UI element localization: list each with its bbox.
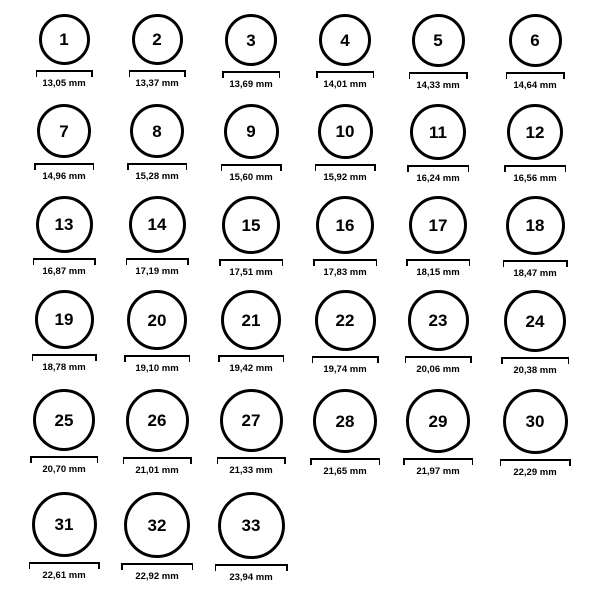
measure-line <box>219 259 283 261</box>
ring-size-item <box>489 104 581 184</box>
ring-diameter-label: 22,29 mm <box>513 467 557 478</box>
measure-line <box>501 357 569 359</box>
diameter-measure-bar <box>217 457 286 464</box>
measure-line <box>315 164 376 166</box>
measure-line <box>313 259 377 261</box>
ring-size-item <box>18 14 110 89</box>
ring-circle <box>507 104 563 160</box>
ring-size-label: 32 <box>147 515 167 535</box>
measure-line <box>126 258 189 260</box>
ring-size-label: 11 <box>429 122 447 142</box>
ring-size-label: 29 <box>428 411 448 431</box>
ring-size-item <box>299 389 391 477</box>
diameter-measure-bar <box>312 356 379 363</box>
ring-size-label: 21 <box>241 310 261 330</box>
ring-size-item <box>392 196 484 278</box>
ring-size-item <box>111 196 203 277</box>
ring-size-label: 15 <box>241 215 261 235</box>
ring-circle <box>35 290 94 349</box>
diameter-measure-bar <box>126 258 189 265</box>
ring-diameter-label: 14,01 mm <box>323 79 367 90</box>
ring-size-label: 25 <box>54 410 74 430</box>
ring-diameter-label: 21,33 mm <box>229 465 273 476</box>
diameter-measure-bar <box>409 72 468 79</box>
ring-diameter-label: 21,97 mm <box>416 466 460 477</box>
ring-size-item <box>111 14 203 89</box>
ring-size-label: 12 <box>525 122 545 142</box>
measure-line <box>129 70 186 72</box>
ring-diameter-label: 17,19 mm <box>135 266 179 277</box>
measure-line <box>503 260 568 262</box>
ring-circle <box>39 14 90 65</box>
ring-diameter-label: 15,60 mm <box>229 172 273 183</box>
measure-line <box>405 356 472 358</box>
ring-size-item <box>205 14 297 90</box>
ring-size-item <box>111 492 203 582</box>
ring-diameter-label: 17,51 mm <box>229 267 273 278</box>
ring-size-item <box>299 290 391 375</box>
ring-size-item <box>18 290 110 373</box>
ring-size-label: 23 <box>428 311 448 330</box>
ring-size-item <box>489 290 581 376</box>
measure-line <box>310 458 380 460</box>
ring-size-item <box>392 104 484 184</box>
ring-size-label: 22 <box>335 311 355 330</box>
diameter-measure-bar <box>219 259 283 266</box>
ring-diameter-label: 15,92 mm <box>323 172 367 183</box>
ring-size-label: 18 <box>525 216 545 235</box>
measure-line <box>222 71 280 73</box>
measure-line <box>121 563 193 565</box>
ring-circle <box>224 104 279 159</box>
ring-diameter-label: 20,70 mm <box>42 464 86 475</box>
ring-circle <box>220 389 283 452</box>
ring-size-label: 4 <box>340 30 350 50</box>
ring-circle <box>315 290 376 351</box>
ring-diameter-label: 14,96 mm <box>42 171 86 182</box>
ring-size-item <box>489 14 581 91</box>
ring-circle <box>313 389 377 453</box>
ring-size-item <box>18 389 110 475</box>
diameter-measure-bar <box>121 563 193 570</box>
ring-size-label: 27 <box>241 411 261 430</box>
ring-size-label: 2 <box>152 30 162 49</box>
measure-line <box>34 163 94 165</box>
measure-line <box>123 457 192 459</box>
ring-size-label: 26 <box>147 411 167 430</box>
ring-size-item <box>489 196 581 279</box>
ring-size-item <box>299 196 391 278</box>
measure-line <box>406 259 470 261</box>
measure-line <box>504 165 566 167</box>
measure-line <box>316 71 374 73</box>
ring-circle <box>503 389 568 454</box>
diameter-measure-bar <box>504 165 566 172</box>
measure-line <box>32 354 97 356</box>
measure-line <box>312 356 379 358</box>
diameter-measure-bar <box>127 163 187 170</box>
ring-size-label: 6 <box>530 31 540 50</box>
ring-diameter-label: 15,28 mm <box>135 171 179 182</box>
ring-size-item <box>392 290 484 375</box>
measure-line <box>29 562 100 564</box>
ring-circle <box>509 14 562 67</box>
ring-size-item <box>392 389 484 477</box>
diameter-measure-bar <box>33 258 96 265</box>
diameter-measure-bar <box>403 458 473 465</box>
ring-circle <box>506 196 565 255</box>
diameter-measure-bar <box>30 456 98 463</box>
ring-diameter-label: 22,92 mm <box>135 571 179 582</box>
diameter-measure-bar <box>316 71 374 78</box>
ring-diameter-label: 13,69 mm <box>229 79 273 90</box>
ring-circle <box>319 14 371 66</box>
measure-line <box>506 72 565 74</box>
diameter-measure-bar <box>405 356 472 363</box>
ring-size-label: 31 <box>54 515 74 534</box>
ring-circle <box>127 290 187 350</box>
measure-line <box>218 355 284 357</box>
ring-circle <box>409 196 467 254</box>
ring-size-label: 33 <box>241 516 261 535</box>
ring-size-label: 7 <box>59 121 69 141</box>
ring-size-item <box>18 104 110 182</box>
ring-diameter-label: 21,65 mm <box>323 466 367 477</box>
diameter-measure-bar <box>29 562 100 569</box>
measure-line <box>409 72 468 74</box>
ring-size-item <box>205 389 297 476</box>
ring-diameter-label: 22,61 mm <box>42 570 86 581</box>
diameter-measure-bar <box>129 70 186 77</box>
ring-size-label: 17 <box>428 215 448 235</box>
ring-size-label: 19 <box>54 310 74 329</box>
ring-size-item <box>111 290 203 374</box>
ring-diameter-label: 13,37 mm <box>135 78 179 89</box>
measure-line <box>403 458 473 460</box>
measure-line <box>221 164 282 166</box>
ring-size-item <box>205 196 297 278</box>
ring-circle <box>130 104 184 158</box>
ring-size-label: 1 <box>59 30 69 49</box>
ring-size-item <box>392 14 484 91</box>
ring-size-label: 20 <box>147 310 167 330</box>
diameter-measure-bar <box>218 355 284 362</box>
ring-circle <box>124 492 190 558</box>
diameter-measure-bar <box>215 564 288 571</box>
ring-circle <box>218 492 285 559</box>
ring-diameter-label: 16,87 mm <box>42 266 86 277</box>
ring-circle <box>32 492 97 557</box>
measure-line <box>36 70 93 72</box>
ring-diameter-label: 14,64 mm <box>513 80 557 91</box>
ring-size-item <box>299 14 391 90</box>
ring-circle <box>504 290 566 352</box>
ring-diameter-label: 23,94 mm <box>229 572 273 583</box>
ring-diameter-label: 16,24 mm <box>416 173 460 184</box>
ring-size-label: 24 <box>525 311 545 331</box>
ring-size-label: 16 <box>335 215 355 235</box>
ring-diameter-label: 19,10 mm <box>135 363 179 374</box>
ring-diameter-label: 21,01 mm <box>135 465 179 476</box>
diameter-measure-bar <box>501 357 569 364</box>
ring-size-item <box>299 104 391 183</box>
ring-size-item <box>18 492 110 581</box>
ring-diameter-label: 18,47 mm <box>513 268 557 279</box>
diameter-measure-bar <box>124 355 190 362</box>
ring-size-item <box>111 104 203 182</box>
ring-size-label: 10 <box>335 122 355 141</box>
measure-line <box>407 165 469 167</box>
ring-circle <box>410 104 466 160</box>
measure-line <box>217 457 286 459</box>
diameter-measure-bar <box>34 163 94 170</box>
ring-diameter-label: 19,74 mm <box>323 364 367 375</box>
ring-circle <box>129 196 186 253</box>
ring-size-label: 9 <box>246 122 256 141</box>
diameter-measure-bar <box>506 72 565 79</box>
ring-size-label: 30 <box>525 412 545 431</box>
ring-size-label: 8 <box>152 121 162 141</box>
ring-circle <box>316 196 374 254</box>
ring-circle <box>225 14 277 66</box>
ring-diameter-label: 17,83 mm <box>323 267 367 278</box>
ring-circle <box>37 104 91 158</box>
ring-size-item <box>111 389 203 476</box>
ring-circle <box>36 196 93 253</box>
ring-diameter-label: 19,42 mm <box>229 363 273 374</box>
diameter-measure-bar <box>123 457 192 464</box>
ring-size-item <box>205 492 297 583</box>
ring-circle <box>408 290 469 351</box>
ring-size-item <box>205 104 297 183</box>
diameter-measure-bar <box>406 259 470 266</box>
ring-circle <box>33 389 95 451</box>
diameter-measure-bar <box>222 71 280 78</box>
diameter-measure-bar <box>407 165 469 172</box>
measure-line <box>215 564 288 566</box>
ring-size-item <box>18 196 110 277</box>
ring-diameter-label: 18,15 mm <box>416 267 460 278</box>
ring-size-label: 13 <box>54 215 74 234</box>
diameter-measure-bar <box>310 458 380 465</box>
ring-diameter-label: 20,38 mm <box>513 365 557 376</box>
diameter-measure-bar <box>221 164 282 171</box>
ring-size-item <box>489 389 581 478</box>
measure-line <box>500 459 571 461</box>
ring-size-label: 28 <box>335 411 355 431</box>
ring-circle <box>221 290 281 350</box>
ring-size-label: 14 <box>147 215 167 234</box>
diameter-measure-bar <box>315 164 376 171</box>
ring-circle <box>406 389 470 453</box>
measure-line <box>127 163 187 165</box>
ring-circle <box>318 104 373 159</box>
measure-line <box>33 258 96 260</box>
ring-diameter-label: 16,56 mm <box>513 173 557 184</box>
ring-diameter-label: 20,06 mm <box>416 364 460 375</box>
diameter-measure-bar <box>503 260 568 267</box>
ring-diameter-label: 18,78 mm <box>42 362 86 373</box>
ring-circle <box>132 14 183 65</box>
ring-circle <box>126 389 189 452</box>
ring-size-label: 3 <box>246 30 256 50</box>
measure-line <box>124 355 190 357</box>
ring-size-label: 5 <box>433 31 443 50</box>
diameter-measure-bar <box>36 70 93 77</box>
measure-line <box>30 456 98 458</box>
ring-size-item <box>205 290 297 374</box>
ring-diameter-label: 13,05 mm <box>42 78 86 89</box>
diameter-measure-bar <box>32 354 97 361</box>
ring-circle <box>412 14 465 67</box>
diameter-measure-bar <box>313 259 377 266</box>
ring-circle <box>222 196 280 254</box>
diameter-measure-bar <box>500 459 571 466</box>
ring-diameter-label: 14,33 mm <box>416 80 460 91</box>
